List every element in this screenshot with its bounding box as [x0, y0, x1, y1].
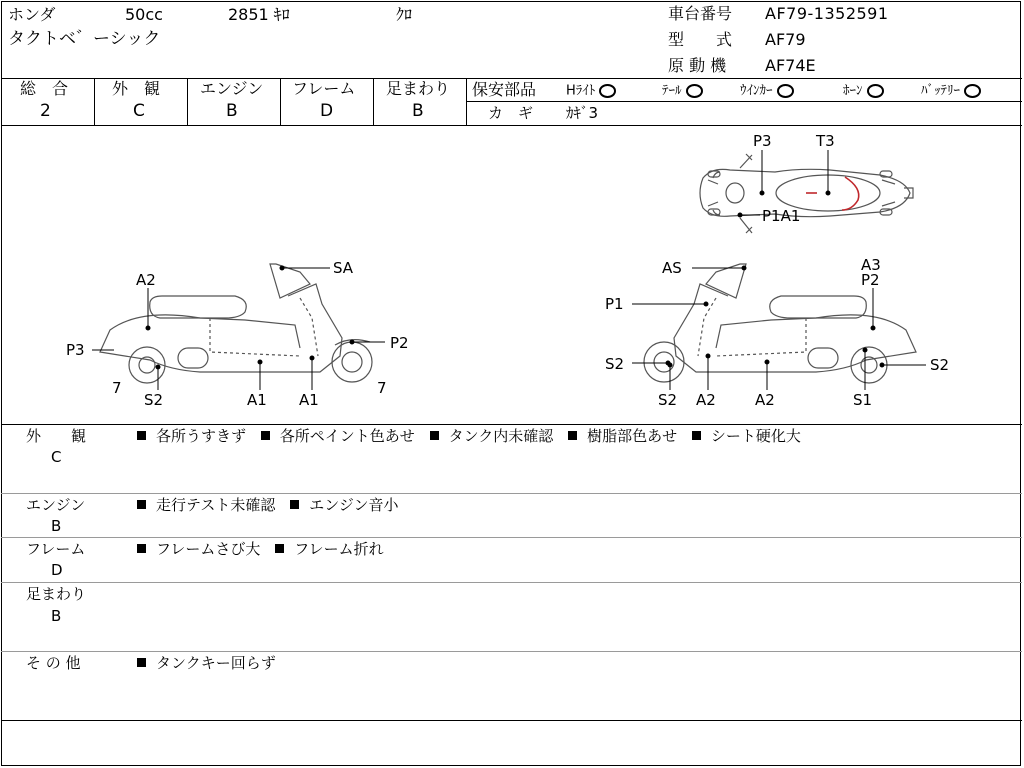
label-s2-right-c: S2: [930, 356, 950, 374]
note-grade-frame: D: [51, 561, 63, 579]
note-grade-suspension: B: [51, 607, 62, 625]
divider: [1, 651, 1022, 652]
divider: [466, 101, 1022, 102]
ok-circle-icon: [867, 84, 884, 98]
label-s1: S1: [853, 391, 873, 409]
label-a2-right-b: A2: [755, 391, 775, 409]
ok-circle-icon: [599, 84, 616, 98]
damage-diagram: [0, 126, 1024, 424]
label-sa: SA: [333, 259, 354, 277]
label-as: AS: [662, 259, 682, 277]
engine-value: AF74E: [765, 56, 816, 75]
note-label-suspension: 足まわり: [26, 585, 87, 603]
bullet-square-icon: [137, 544, 146, 553]
bullet-square-icon: [261, 431, 270, 440]
safety-winker: ｳｲﾝｶｰ: [740, 84, 794, 98]
note-label-engine: エンジン: [26, 496, 86, 514]
note-item: エンジン音小: [309, 496, 399, 514]
note-item: シート硬化大: [710, 427, 801, 445]
key-value: ｶｷﾞ3: [566, 104, 599, 122]
note-label-exterior: 外 観: [26, 427, 87, 445]
label-a1-left-2: A1: [299, 391, 319, 409]
bullet-square-icon: [430, 431, 439, 440]
note-items-exterior: [137, 429, 801, 444]
maker: ホンダ: [8, 5, 56, 24]
divider: [1, 720, 1022, 721]
note-items-other: [137, 656, 276, 671]
type-label: 型 式: [668, 30, 733, 49]
divider: [1, 493, 1022, 494]
note-item: フレームさび大: [156, 540, 261, 558]
note-items-engine: [137, 498, 398, 513]
label-s2-right-b: S2: [658, 391, 678, 409]
bullet-square-icon: [692, 431, 701, 440]
note-item: 走行テスト未確認: [156, 496, 276, 514]
label-a2-left: A2: [136, 271, 156, 289]
divider: [94, 78, 95, 125]
note-item: フレーム折れ: [294, 540, 384, 558]
label-p1a1: P1A1: [762, 207, 801, 225]
label-7-left: 7: [112, 379, 122, 397]
ok-circle-icon: [686, 84, 703, 98]
label-t3: T3: [816, 132, 835, 150]
engine-label: 原 動 機: [668, 56, 727, 75]
bullet-square-icon: [137, 658, 146, 667]
divider: [1, 582, 1022, 583]
safety-horn: ﾎｰﾝ: [843, 84, 884, 98]
ok-circle-icon: [777, 84, 794, 98]
bullet-square-icon: [275, 544, 284, 553]
divider: [1, 537, 1022, 538]
label-s2-left: S2: [144, 391, 164, 409]
frame-grade-label: フレーム: [292, 79, 356, 98]
note-item: タンクキー回らず: [156, 654, 276, 672]
label-s2-right-a: S2: [605, 355, 625, 373]
key-label: カ ギ: [488, 104, 534, 122]
divider: [1, 424, 1022, 425]
note-label-frame: フレーム: [26, 540, 86, 558]
bullet-square-icon: [137, 431, 146, 440]
frame-no-value: AF79-1352591: [765, 4, 889, 23]
type-value: AF79: [765, 30, 806, 49]
divider: [466, 78, 467, 125]
bullet-square-icon: [290, 500, 299, 509]
divider: [373, 78, 374, 125]
label-a1-left: A1: [247, 391, 267, 409]
safety-battery: ﾊﾞｯﾃﾘｰ: [921, 84, 981, 98]
label-p3-top: P3: [753, 132, 772, 150]
damage-mark-crack: [806, 177, 859, 210]
bullet-square-icon: [137, 500, 146, 509]
overall-value: 2: [40, 101, 51, 121]
displacement: 50cc: [125, 5, 163, 24]
exterior-label: 外 観: [112, 79, 161, 98]
overall-label: 総 合: [20, 79, 69, 98]
suspension-grade-label: 足まわり: [386, 79, 451, 98]
label-a2-right-a: A2: [696, 391, 716, 409]
suspension-grade-value: B: [412, 101, 424, 121]
note-grade-exterior: C: [51, 448, 62, 466]
divider: [187, 78, 188, 125]
engine-grade-value: B: [226, 101, 238, 121]
bullet-square-icon: [568, 431, 577, 440]
label-a3: A3: [861, 256, 881, 274]
safety-headlight: Hﾗｲﾄ: [566, 84, 616, 98]
mileage: 2851 ｷﾛ: [228, 5, 290, 24]
engine-grade-label: エンジン: [200, 79, 264, 98]
note-item: 樹脂部色あせ: [587, 427, 678, 445]
label-p3-left: P3: [66, 341, 85, 359]
safety-taillight: ﾃｰﾙ: [662, 84, 703, 98]
label-p2-right: P2: [861, 271, 880, 289]
label-p1: P1: [605, 295, 624, 313]
body-color: ｸﾛ: [396, 5, 413, 24]
safety-label: 保安部品: [472, 80, 537, 99]
frame-no-label: 車台番号: [668, 4, 733, 23]
note-item: 各所ペイント色あせ: [279, 427, 415, 445]
label-7-right: 7: [377, 379, 387, 397]
label-p2-left: P2: [390, 334, 409, 352]
note-grade-engine: B: [51, 517, 62, 535]
exterior-value: C: [133, 101, 145, 121]
frame-grade-value: D: [320, 101, 334, 121]
note-item: 各所うすきず: [156, 427, 247, 445]
note-item: タンク内未確認: [448, 427, 554, 445]
note-label-other: そ の 他: [26, 654, 81, 672]
ok-circle-icon: [964, 84, 981, 98]
divider: [280, 78, 281, 125]
note-items-frame: [137, 542, 384, 557]
model-name: タクトベ゛ーシック: [8, 29, 161, 49]
